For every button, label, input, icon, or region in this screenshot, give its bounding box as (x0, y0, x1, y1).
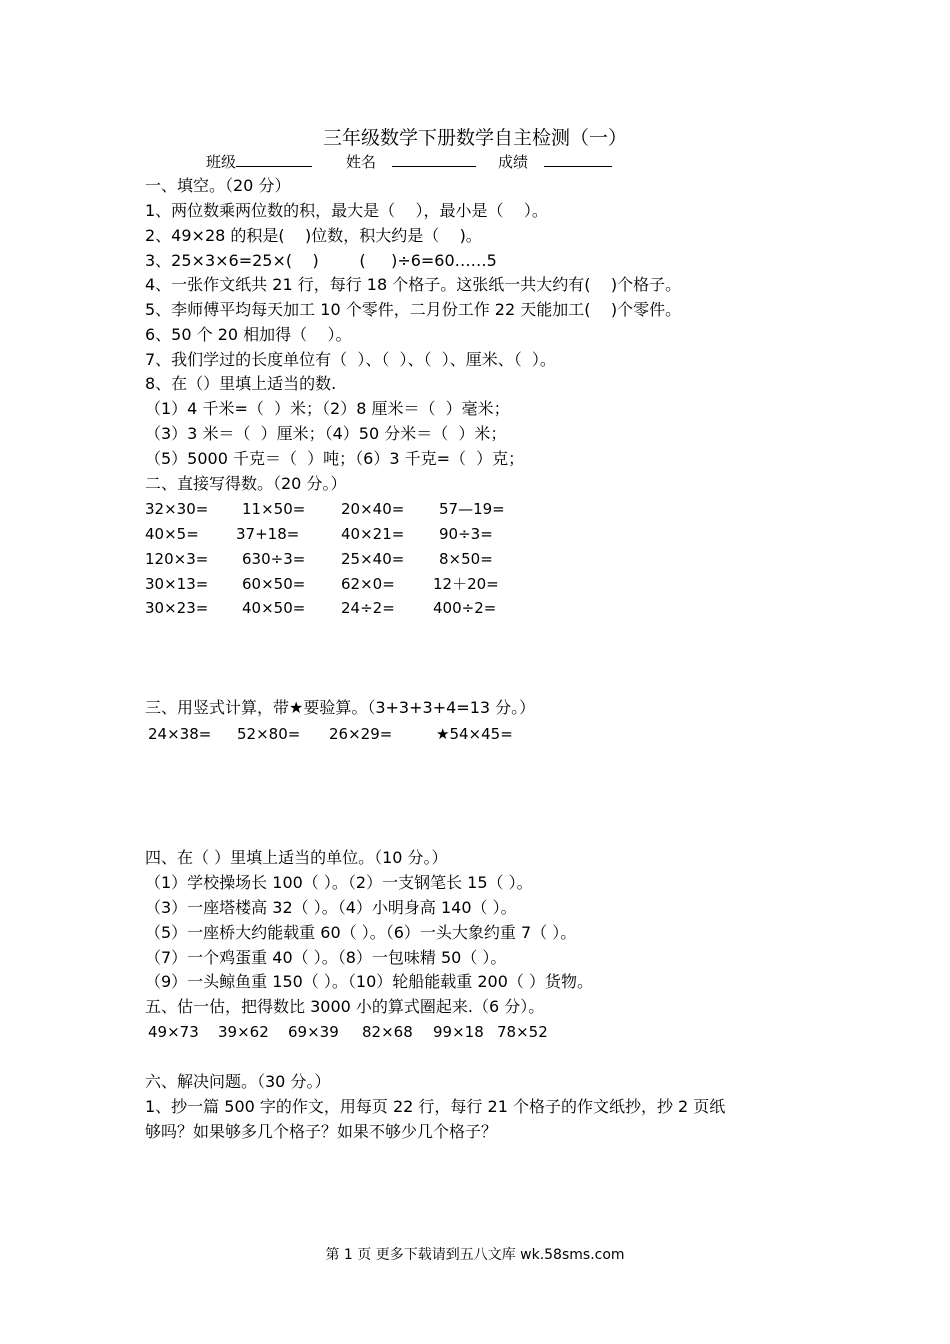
page-footer: 第 1 页 更多下载请到五八文库 wk.58sms.com (325, 1247, 625, 1263)
estimate-item: 49×73 (148, 1023, 199, 1041)
section-1-question: 3、25×3×6=25×( ) ( )÷6=60……5 (145, 251, 497, 270)
section-1-subquestion: （1）4 千米=（ ）米；（2）8 厘米＝（ ）毫米； (145, 399, 510, 418)
section-1-question: 4、一张作文纸共 21 行，每行 18 个格子。这张纸一共大约有( )个格子。 (145, 275, 682, 294)
section-6-question-continued: 够吗？如果够多几个格子？如果不够少几个格子？ (145, 1122, 498, 1141)
section-4-question: （3）一座塔楼高 32（ ）。（4）小明身高 140（ ）。 (145, 898, 517, 917)
vertical-calc-item: ★54×45= (436, 725, 513, 743)
name-label: 姓名 (346, 153, 377, 171)
calc-item: 24÷2= (341, 599, 395, 617)
section-1-question: 5、李师傅平均每天加工 10 个零件，二月份工作 22 天能加工( )个零件。 (145, 300, 682, 319)
section-4-question: （7）一个鸡蛋重 40（ ）。（8）一包味精 50（ ）。 (145, 948, 507, 967)
calc-item: 40×5= (145, 525, 199, 543)
page-title: 三年级数学下册数学自主检测（一） (322, 127, 627, 149)
calc-item: 400÷2= (433, 599, 497, 617)
class-label: 班级 (206, 153, 237, 171)
vertical-calc-item: 52×80= (237, 725, 301, 743)
calc-item: 40×50= (242, 599, 306, 617)
section-5-heading: 五、估一估，把得数比 3000 小的算式圈起来.（6 分）。 (145, 997, 545, 1016)
calc-item: 90÷3= (439, 525, 493, 543)
calc-item: 25×40= (341, 550, 405, 568)
section-1-subquestion: （3）3 米＝（ ）厘米；（4）50 分米＝（ ）米； (145, 424, 507, 443)
section-1-question: 2、49×28 的积是( )位数，积大约是（ )。 (145, 226, 482, 245)
calc-item: 20×40= (341, 500, 405, 518)
calc-item: 62×0= (341, 575, 395, 593)
score-field (498, 152, 612, 171)
vertical-calc-item: 26×29= (329, 725, 393, 743)
section-6-question: 1、抄一篇 500 字的作文，用每页 22 行，每行 21 个格子的作文纸抄，抄 2 页纸 (145, 1097, 726, 1116)
calc-item: 8×50= (439, 550, 493, 568)
score-blank (544, 152, 612, 167)
estimate-item: 39×62 (218, 1023, 269, 1041)
calc-item: 12＋20= (433, 575, 499, 593)
section-6-heading: 六、解决问题。（30 分。） (145, 1072, 331, 1091)
calc-item: 630÷3= (242, 550, 306, 568)
estimate-item: 69×39 (288, 1023, 339, 1041)
estimate-item: 82×68 (362, 1023, 413, 1041)
estimate-item: 78×52 (497, 1023, 548, 1041)
calc-item: 57—19= (439, 500, 505, 518)
calc-item: 40×21= (341, 525, 405, 543)
calc-item: 60×50= (242, 575, 306, 593)
section-1-question: 7、我们学过的长度单位有（ ）、（ ）、（ ）、厘米、（ ）。 (145, 350, 556, 369)
class-blank (236, 152, 312, 167)
section-2-heading: 二、直接写得数。（20 分。） (145, 474, 347, 493)
section-4-question: （5）一座桥大约能载重 60（ ）。（6）一头大象约重 7（ ）。 (145, 923, 577, 942)
calc-item: 11×50= (242, 500, 306, 518)
vertical-calc-item: 24×38= (148, 725, 212, 743)
name-field (346, 152, 476, 171)
section-1-question: 8、在（）里填上适当的数. (145, 374, 337, 393)
calc-item: 32×30= (145, 500, 209, 518)
section-3-heading: 三、用竖式计算，带★要验算。（3+3+3+4=13 分。） (145, 698, 536, 717)
section-1-question: 6、50 个 20 相加得（ ）。 (145, 325, 352, 344)
name-blank (392, 152, 476, 167)
section-1-question: 1、两位数乘两位数的积，最大是（ ），最小是（ ）。 (145, 201, 548, 220)
calc-item: 120×3= (145, 550, 209, 568)
calc-item: 30×23= (145, 599, 209, 617)
section-4-question: （1）学校操场长 100（ ）。（2）一支钢笔长 15（ ）。 (145, 873, 533, 892)
score-label: 成绩 (498, 153, 529, 171)
class-field (206, 152, 312, 171)
section-4-heading: 四、在（ ）里填上适当的单位。（10 分。） (145, 848, 448, 867)
section-1-subquestion: （5）5000 千克＝（ ）吨；（6）3 千克=（ ）克； (145, 449, 525, 468)
section-4-question: （9）一头鲸鱼重 150（ ）。（10）轮船能载重 200（ ）货物。 (145, 972, 593, 991)
estimate-item: 99×18 (433, 1023, 484, 1041)
calc-item: 30×13= (145, 575, 209, 593)
calc-item: 37+18= (236, 525, 300, 543)
section-1-heading: 一、填空。（20 分） (145, 176, 291, 195)
